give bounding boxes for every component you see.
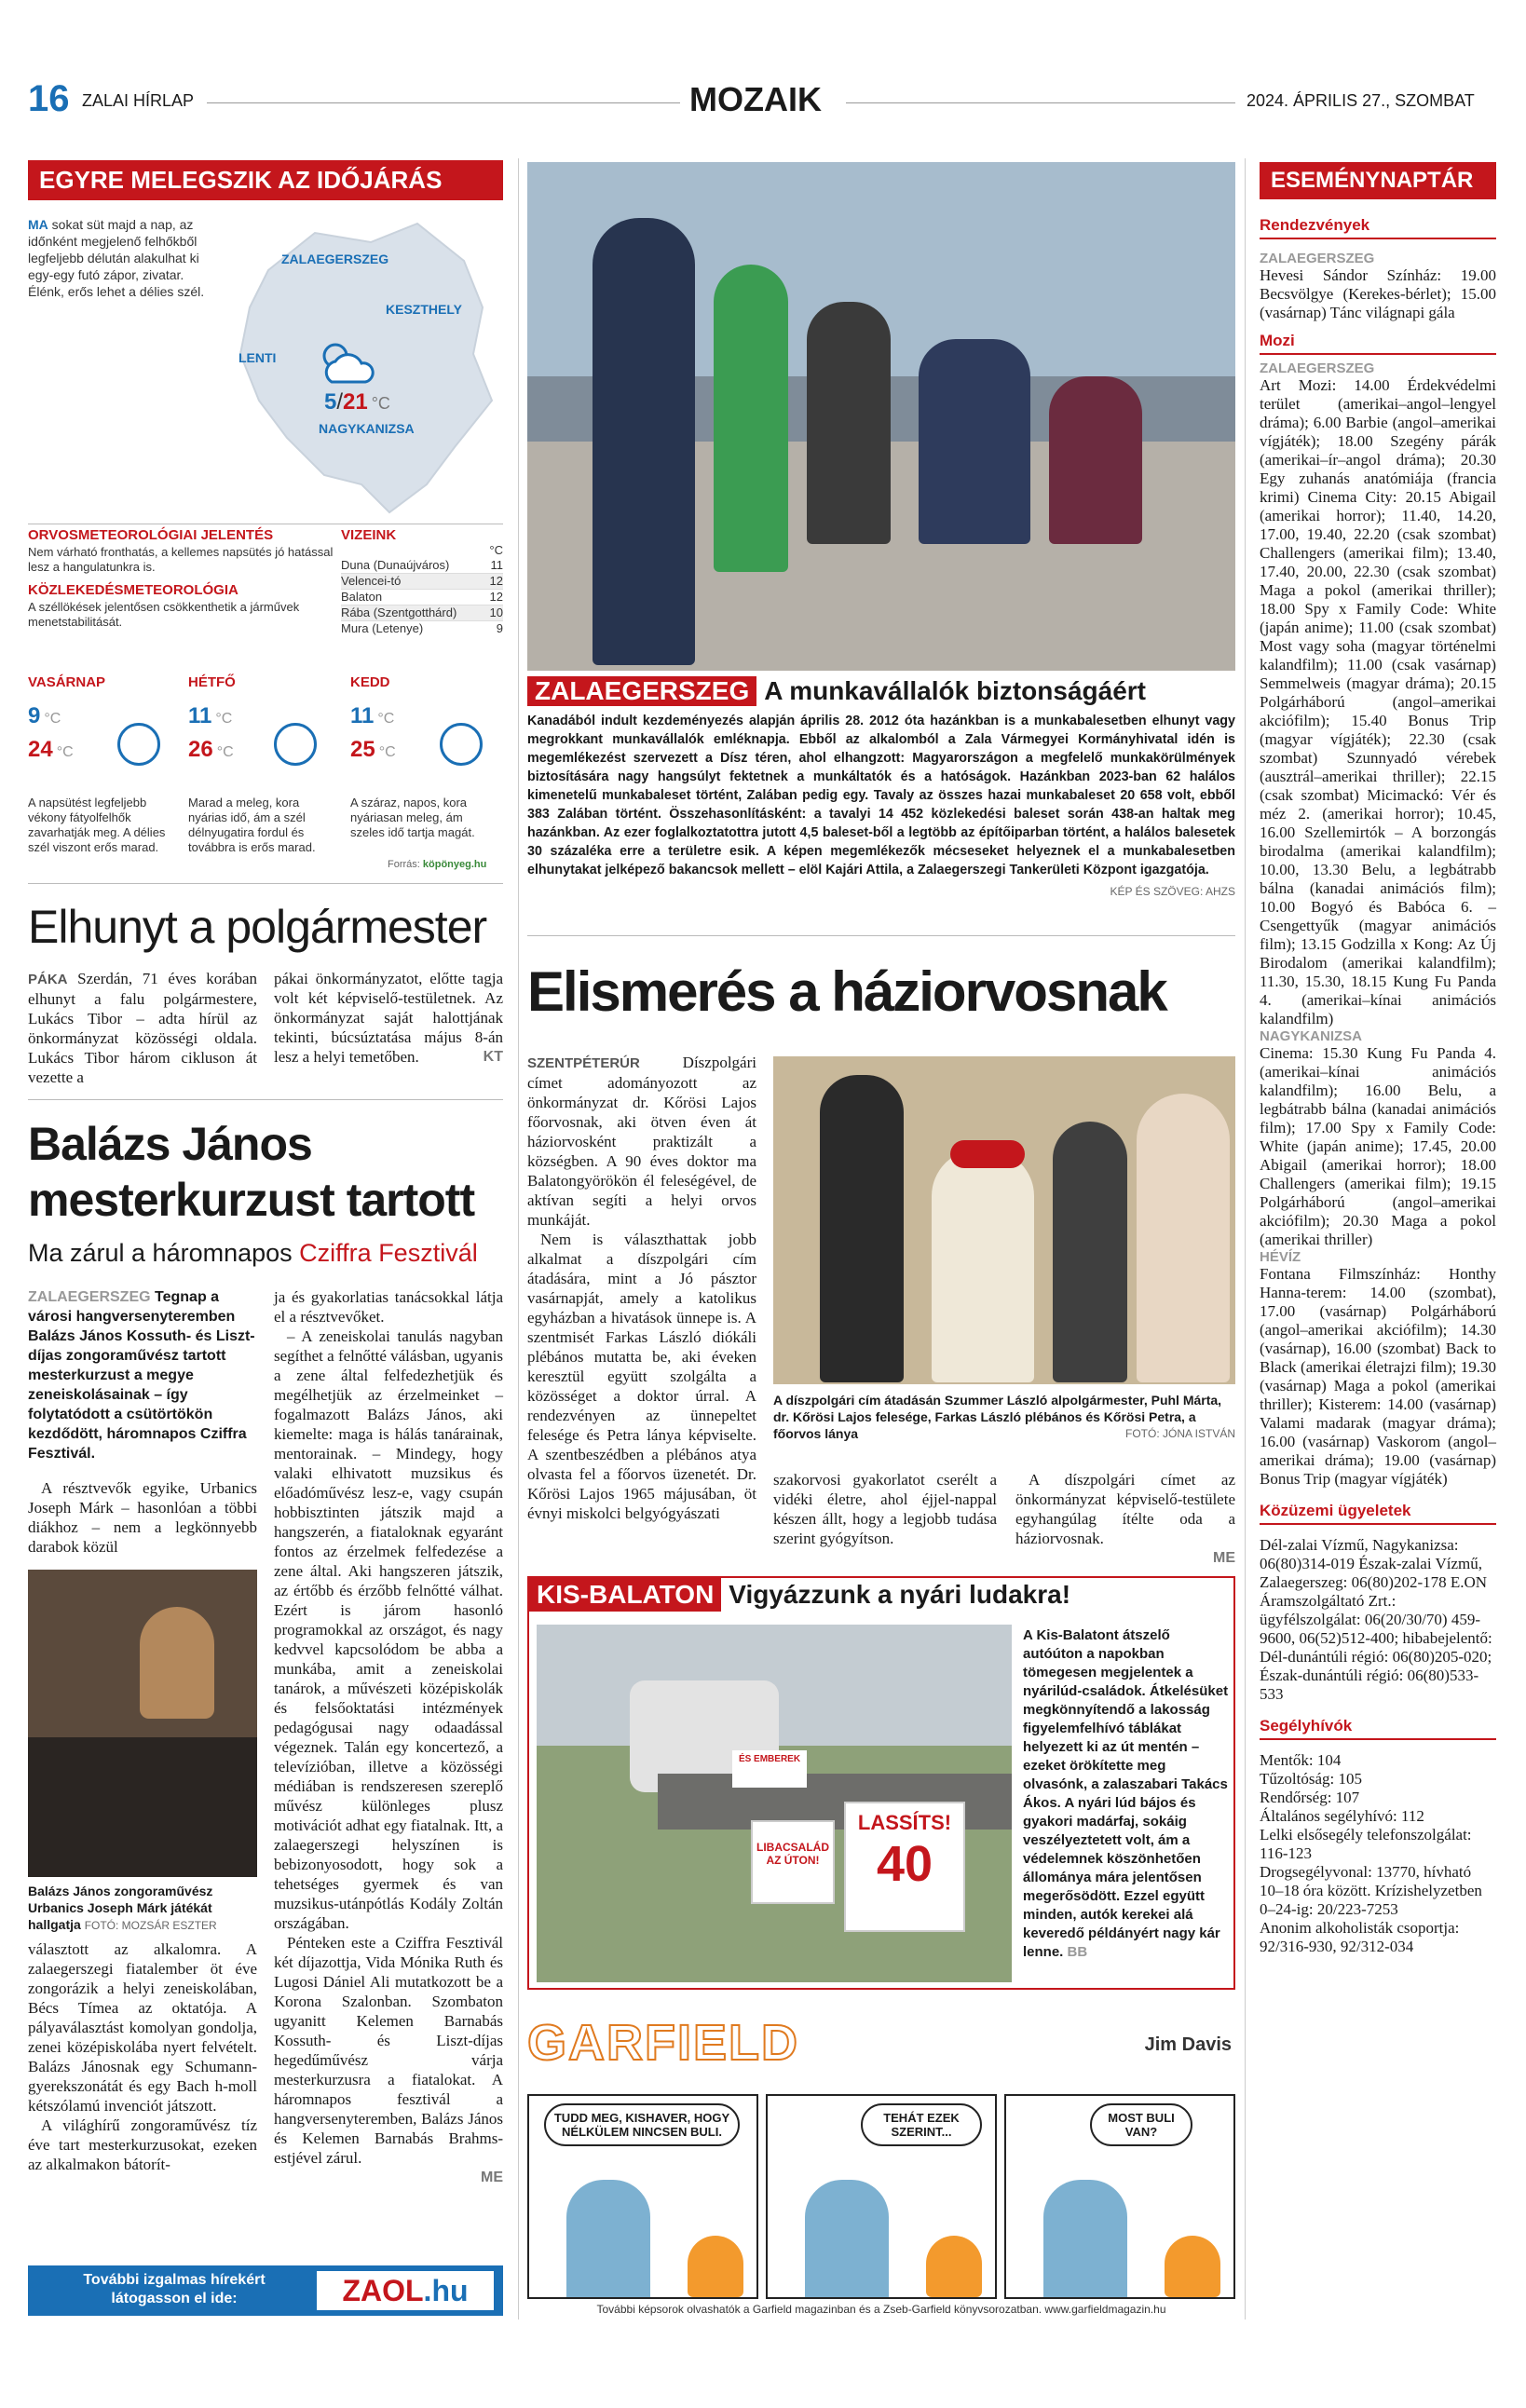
cloud-sun-icon	[315, 339, 375, 386]
forecast-day-monday	[188, 674, 347, 879]
masterclass-headline	[28, 1116, 474, 1228]
geese-title: Vigyázzunk a nyári ludakra!	[729, 1580, 1071, 1609]
garfield-title: GARFIELD	[527, 2015, 799, 2071]
doctor-p1: Nem is választhattak jobb alkalmat a díszpolgári cím átadására, mint a Jó pásztor vasárnapját, amely a katolikus egyházban a hivatások ünnepe is. A szentmisét Farkas László diókáli plébános mutatta be, aki éveken keresztül együtt szolgálta a közösséget a doktor úrral. A rendezvényen az ünnepeltet felesége és Petra lánya képviselte. A szentbeszédben a plébános atya olvasta fel a főorvos üzenetét. Dr. Kőrösi Lajos 1965 májusában, öt évnyi miskolci belgyógyászati	[527, 1231, 756, 1522]
map-temps: 5/21 °C	[324, 389, 390, 415]
events-r-text: Hevesi Sándor Színház: 19.00 Becsvölgye (Kerekes-bérlet); 15.00 (vasárnap) Tánc világnapi gála	[1260, 266, 1496, 321]
events-segely: Segélyhívók	[1260, 1717, 1496, 1740]
garfield-panel-1	[527, 2094, 758, 2299]
jon-shape	[805, 2180, 889, 2297]
speech-bubble-2: TEHÁT EZEK SZERINT...	[861, 2103, 982, 2146]
geese-box	[527, 1576, 1235, 1990]
sun-icon	[274, 723, 317, 766]
events-mozi: Mozi	[1260, 332, 1496, 355]
waters-unit: °C	[489, 543, 503, 557]
mayor-rule	[28, 1099, 503, 1100]
workers-headline	[527, 676, 1235, 706]
events-m-city3: HÉVÍZ	[1260, 1249, 1301, 1265]
day-name: VASÁRNAP	[28, 674, 106, 690]
emergency-line: Lelki elsősegély telefonszolgálat: 116-123	[1260, 1826, 1472, 1862]
forecast-day-tuesday	[350, 674, 503, 879]
garfield-footer: További képsorok olvashatók a Garfield magazinban és a Zseb-Garfield könyvsorozatban. www.garfieldmagazin.hu	[596, 2303, 1166, 2316]
water-temp: 10	[489, 605, 503, 619]
water-temp: 11	[490, 558, 503, 572]
city-nagykanizsa: NAGYKANIZSA	[319, 421, 415, 436]
water-row	[341, 605, 503, 621]
doctor-p2: szakorvosi gyakorlatot cserélt a vidéki életre, ahol éjjel-nappal készen állt, hogy a legjobb tudása szerint gyógyítson.	[773, 1471, 997, 1547]
column-divider-right	[1245, 158, 1246, 2320]
mayor-col2-text: pákai önkormányzatot, előtte tagja volt két képviselő-testületnek. Az önkormányzat saját halottjának tekinti, búcsúztatása május 8-án lesz a helyi temetőben.	[274, 970, 503, 1066]
events-m-city2: NAGYKANIZSA	[1260, 1028, 1363, 1044]
promo-line1: További izgalmas hírekért	[83, 2272, 266, 2288]
sign-es-emberek: ÉS EMBEREK	[732, 1750, 807, 1788]
speech-bubble-1: TUDD MEG, KISHAVER, HOGY NÉLKÜLEM NINCSEN BULI.	[544, 2103, 740, 2146]
sun-icon	[117, 723, 160, 766]
day-unit: °C	[378, 744, 396, 760]
events-kozuzemi: Közüzemi ügyeletek	[1260, 1502, 1496, 1525]
page-number	[28, 78, 70, 120]
man-shape	[593, 218, 695, 665]
jon-shape	[1043, 2180, 1127, 2297]
garfield-shape	[1165, 2236, 1220, 2297]
sign-libacsalad: LIBACSALÁD AZ ÚTON!	[751, 1820, 835, 1904]
mayor-col1	[28, 969, 257, 1087]
water-temp: 12	[489, 574, 503, 588]
traffic-text: A széllökések jelentősen csökkenthetik a járművek menetstabilitását.	[28, 600, 300, 629]
city-keszthely: KESZTHELY	[386, 302, 462, 317]
workers-text-body: Kanadából indult kezdeményezés alapján április 28. 2012 óta hazánkban is a munkabalesetben elhunyt vagy megrokkant munkavállalók emléknapja. Ebből az alkalomból a Zala Vármegyei Kormányhivatal idén is megemlékezést szervezett a Dísz téren, ahol elhangzott: Magyarországon a megfelelő munkakörülmények biztosítására nagy hangsúlyt fektetnek a munkáltatók és a hatóságok. Hazánkban 2023-ban 62 halálos kimenetelű munkabaleset történt, Zalában pedig egy. Tavaly az összes hazai munkabaleset 20 658 volt, ebből 383 Zalában történt. Összehasonlításként: a tavalyi 14 452 közlekedési baleset során 438-an haltak meg hazánkban. Az ezer foglalkoztatottra jutott 4,5 baleset-ből a legtöbb az építőiparban történt, a halálos balesetek 30 százaléka erre a területre esik. A képen megemlékezők mécseseket helyeznek el a munkabalesetben elhunytakat jelképező bakancsok mellett – elöl Kajári Attila, a Zalaegerszegi Tankerületi Központ igazgatója.	[527, 714, 1235, 877]
workers-rule	[527, 935, 1235, 936]
masterclass-col2	[274, 1287, 503, 2187]
masterclass-p1	[28, 1478, 257, 1557]
masterclass-c2p0: ja és gyakorlatias tanácsokkal látja el a résztvevőket.	[274, 1288, 503, 1326]
source-label: Forrás:	[388, 859, 420, 870]
column-divider-left	[518, 158, 519, 2320]
traffic-title: KÖZLEKEDÉSMETEOROLÓGIA	[28, 582, 238, 598]
events-r-city: ZALAEGERSZEG	[1260, 251, 1375, 266]
day-unit: °C	[44, 711, 61, 727]
masterclass-title-1: Balázs János	[28, 1118, 312, 1170]
doctor-photo	[773, 1056, 1235, 1384]
geese-text	[1023, 1626, 1230, 1962]
garfield-shape	[926, 2236, 982, 2297]
med-report	[28, 527, 335, 630]
masterclass-c2p2: Pénteken este a Cziffra Fesztivál két díjazottja, Vida Mónika Ruth és Lugosi Dániel Ali mutatkozott be a Korona Szalonban. Szombaton ugyanitt Kelemen Barnabás Kossuth- és Liszt-díjas hegedűművész várja mesterkurzusra a fiatalokat. A háromnapos fesztivál a hangversenyteremben, Balázs János és Kelemen Barnabás Brahms-estjével zárul.	[274, 1934, 503, 2167]
workers-article	[527, 676, 1235, 901]
person-shape	[140, 1607, 214, 1719]
issue-date: 2024. ÁPRILIS 27., SZOMBAT	[1247, 91, 1475, 110]
masterclass-p1-text: A résztvevők egyike, Urbanics Joseph Márk – hasonlóan a többi diákhoz – nem a legkönnyebb darabok közül	[28, 1479, 257, 1556]
water-name: Mura (Letenye)	[341, 621, 424, 635]
water-name: Rába (Szentgotthárd)	[341, 605, 457, 619]
water-row	[341, 590, 503, 605]
speech-bubble-3: MOST BULI VAN?	[1090, 2103, 1192, 2146]
header-rule-left	[207, 102, 680, 103]
events-m-text2: Cinema: 15.30 Kung Fu Panda 4. (amerikai–kínai animációs kalandfilm); 16.00 Belu, a legbátrabb bálna (kanadai animációs film); 17.00 Spy x Family Code: White (japán anime); 17.45, 20.00 Abigail (amerikai horror); 18.00 Challengers (amerikai film); 19.15 Polgárháború (angol–amerikai akciófilm); 20.30 Maga a pokol (amerikai thriller)	[1260, 1044, 1496, 1248]
day-temp-hi: 25	[350, 737, 375, 762]
map-temp-hi: 21	[343, 389, 368, 415]
zaol-promo[interactable]	[28, 2265, 503, 2316]
doctor-col3	[1015, 1470, 1235, 1568]
weather-intro-text: sokat süt majd a nap, az időnként megjelenő felhőkből legfeljebb délután alakulhat ki egy-egy futó zápor, zivatar. Élénk, erős lehet a délies szél.	[28, 217, 205, 299]
masterclass-sign: ME	[481, 2170, 503, 2185]
emergency-line: Drogsegélyvonal: 13770, hívható 10–18 óra között. Krízishelyzetben 0–24-ig: 20/223-7253	[1260, 1863, 1482, 1918]
garfield-shape	[688, 2236, 743, 2297]
zaol-site: ZAOL	[342, 2274, 424, 2307]
masterclass-p1b-text: választott az alkalomra. A zalaegerszegi fiatalember öt éve zongorázik a helyi zeneiskolában, Bécs Tímea az oktatója. A pályaválasztást komolyan gondolja, zenei középiskolába nyert felvételt. Balázs Jánosnak egy Schumann-gyerekszonátát és egy Bach h-moll kétszólamú invenciót játszott.	[28, 1940, 257, 2115]
promo-text	[39, 2271, 309, 2308]
red-hat-shape	[950, 1140, 1025, 1168]
day-unit: °C	[56, 744, 74, 760]
day-unit: °C	[216, 744, 234, 760]
geese-sign: BB	[1067, 1944, 1088, 1960]
section-title: MOZAIK	[689, 80, 822, 118]
doctor-credit: FOTÓ: JÓNA ISTVÁN	[1124, 1427, 1235, 1440]
day-unit: °C	[215, 711, 233, 727]
weather-intro	[28, 216, 205, 300]
city-lenti: LENTI	[238, 350, 277, 365]
masterclass-p1b	[28, 1939, 257, 2174]
piano-shape	[28, 1737, 257, 1877]
masterclass-kw: ZALAEGERSZEG	[28, 1289, 151, 1305]
sign-lassits	[844, 1802, 965, 1932]
day-temp-hi: 24	[28, 737, 53, 762]
doctor-sign: ME	[1213, 1550, 1235, 1566]
masterclass-c2p1: – A zeneiskolai tanulás nagyban segíthet a felnőtté válásban, ugyanis a zene által felfedezhetjük és megélhetjük az érzelmeinket – fogalmazott Balázs János, aki kiemelte: maga is hálás tanárainak, mentorainak. – Mindegy, hogy valaki elhivatott muzsikus és előadóművész lesz-e, vagy csupán hobbisztinten játszik majd a hangszerén, a fiataloknak egyaránt fontos az érzelmek felfedezése a zene által. Aki hangszeren játszik, az értőbb és érzőbb felnőtté válhat. Ezért is járom hasonló programokkal az országot, és nagy kedvvel kapcsolódom be abba a munkába, amit a zeneiskolai tanárok, a művészeti középiskolák és felsőoktatási intézmények pedagógusai nagy odaadással végeznek. Talán egy koncertező, a televízióban, illetve a közösségi médiában is rendszeresen szereplő művész különleges plusz motivációt adhat egy fiatalnak. Itt, a zalaegerszegi helyszínen is bebizonyosodott, hogy sok a tehetséges gyermek és van muzsikus-utánpótlás Kodály Zoltán országában.	[274, 1327, 503, 1932]
events-m-text1: Art Mozi: 14.00 Érdekvédelmi terület (amerikai–angol–lengyel dráma); 6.00 Barbie (angol–amerikai vígjáték); 18.00 Szegény párák (amerikai–ír–angol dráma); 20.30 Egy zuhanás anatómiája (francia krimi) Cinema City: 20.15 Abigail (amerikai horror); 11.40, 14.20, 17.00, 19.40, 22.20 (csak szombat) Challengers (amerikai film); 13.40, 17.40, 20.00, 22.30 (csak szombat) Maga a pokol (amerikai thriller); 18.00 Spy x Family Code: White (japán anime); 11.00 (csak szombat) Most vagy soha (magyar történelmi kalandfilm); 11.00 (csak vasárnap) Semmelweis (magyar dráma); 20.15 Polgárháború (angol–amerikai akciófilm); 15.40 Bonus Trip (magyar vígjáték); 22.30 (csak szombat) Szunnyadó vérebek (ausztrál–amerikai thriller); 22.15 (csak szombat) Micimackó: Vér és méz 2. (amerikai horror); 10.45, 16.00 Szellemirtók – A borzongás birodalma (amerikai kalandfilm); 10.00, 13.30 Belu, a legbátrabb bálna (kanadai animációs film); 10.00 Bogyó és Babóca 6. – Csengettyűk (magyar animációs film); 13.15 Godzilla x Kong: Az Új Birodalom (amerikai kalandfilm); 11.30, 15.30, 18.15 Kung Fu Panda 4. (amerikai–kínai animációs kalandfilm)	[1260, 376, 1496, 1027]
zaol-tld: .hu	[423, 2274, 469, 2307]
day-name: HÉTFŐ	[188, 674, 236, 690]
day-unit: °C	[377, 711, 395, 727]
masterclass-p2-text: A világhírű zongoraművész tíz éve tart mesterkurzusokat, ezeken az alkalmakon bátorít-	[28, 2116, 257, 2173]
water-temp: 9	[496, 621, 503, 635]
day-text: Marad a meleg, kora nyárias idő, ám a szél délnyugatira fordul és továbbra is erős marad.	[188, 796, 316, 854]
geese-headline	[529, 1578, 1070, 1612]
events-calendar	[1260, 162, 1496, 1956]
doctor-caption	[773, 1392, 1235, 1442]
woman-shape	[714, 265, 788, 572]
weather-source	[388, 857, 486, 872]
source-logo: köpönyeg.hu	[422, 859, 487, 870]
water-row	[341, 574, 503, 590]
water-row	[341, 621, 503, 636]
geese-photo	[537, 1625, 1012, 1982]
events-m-city1: ZALAEGERSZEG	[1260, 361, 1375, 376]
person-shape	[919, 339, 1030, 544]
mayor-col1-text: Szerdán, 71 éves korában elhunyt a falu polgármestere, Lukács Tibor – adta hírül az önkormányzat közösségi oldala. Lukács Tibor három cikluson át vezette a	[28, 970, 258, 1086]
forecast-day-sunday	[28, 674, 186, 879]
subtitle-pre: Ma zárul a háromnapos	[28, 1239, 293, 1267]
mayor-kw: PÁKA	[28, 972, 68, 987]
workers-text	[527, 712, 1235, 898]
man-shape	[820, 1075, 904, 1382]
masterclass-subtitle	[28, 1239, 478, 1268]
med-title: ORVOSMETEOROLÓGIAI JELENTÉS	[28, 527, 274, 543]
doctor-col2	[773, 1470, 997, 1548]
emergency-line: Általános segélyhívó: 112	[1260, 1807, 1424, 1825]
events-k-text: Dél-zalai Vízmű, Nagykanizsa: 06(80)314-019 Észak-zalai Vízmű, Zalaegerszeg: 06(80)202-178 E.ON Áramszolgáltató Zrt.: ügyfélszolgálat: 06(20/30/70) 459-9600, 06(52)512-400; hibabejelentő: Dél-dunántúli régió: 06(80)205-020; Észak-dunántúli régió: 06(80)533-533	[1260, 1536, 1492, 1703]
map-temp-unit: °C	[371, 394, 390, 413]
garfield-panel-3	[1004, 2094, 1235, 2299]
sign-lassits-text: LASSÍTS!	[857, 1811, 952, 1834]
priest-shape	[1053, 1122, 1127, 1382]
workers-title: A munkavállalók biztonságáért	[764, 676, 1146, 705]
sign-speed: 40	[876, 1836, 933, 1892]
zaol-logo[interactable]	[317, 2271, 494, 2310]
mayor-headline: Elhunyt a polgármester	[28, 901, 487, 953]
events-title: ESEMÉNYNAPTÁR	[1260, 162, 1496, 199]
emergency-line: Rendőrség: 107	[1260, 1789, 1360, 1806]
doctor-p3: A díszpolgári címet az önkormányzat képviselő-testülete egyhangúlag ítélte oda a háziorvosnak.	[1015, 1471, 1235, 1547]
piano-credit: FOTÓ: MOZSÁR ESZTER	[84, 1919, 217, 1932]
emergency-line: Mentők: 104	[1260, 1751, 1342, 1769]
sun-icon	[440, 723, 483, 766]
doctor-col1	[527, 1053, 756, 1523]
garfield-panel-2	[766, 2094, 997, 2299]
piano-caption-text: Balázs János zongoraművész Urbanics Joseph Márk játékát hallgatja	[28, 1884, 213, 1932]
weather-title: EGYRE MELEGSZIK AZ IDŐJÁRÁS	[28, 160, 503, 200]
day-temp-lo: 11	[350, 703, 375, 728]
mayor-col2	[274, 969, 503, 1067]
jon-shape	[566, 2180, 650, 2297]
weather-map	[203, 205, 503, 522]
day-text: A száraz, napos, kora nyáriasan meleg, ám szeles idő tartja magát.	[350, 796, 475, 839]
events-s-list	[1260, 1751, 1496, 1956]
header-rule-right	[846, 102, 1235, 103]
elderly-woman-shape	[932, 1150, 1034, 1382]
city-zalaegerszeg: ZALAEGERSZEG	[281, 252, 389, 266]
day-text: A napsütést legfeljebb vékony fátyolfelhők zavarhatják meg. A délies szél viszont erős marad.	[28, 796, 166, 854]
person-shape	[1049, 376, 1142, 544]
garfield-strip	[527, 2014, 1235, 2321]
geese-text-body: A Kis-Balatont átszelő autóúton a napokban tömegesen megjelentek a nyárilúd-családok. Átkelésüket megkönnyítendő a lakosság figyelemfelhívó táblákat helyezett ki az út mentén – ezeket örökítette meg olvasónk, a zalaszabari Takács Ákos. A nyári lúd bájos és gyakori madárfaj, sokáig veszélyeztetett volt, ám a védelemnek köszönhetően állománya mára jelentősen megerősödött. Ezzel együtt minden, autók kerekei alá keveredő példányért nagy kár lenne.	[1023, 1627, 1229, 1960]
mayor-sign: KT	[483, 1049, 503, 1065]
garfield-author: Jim Davis	[1144, 2034, 1232, 2055]
waters-title: VIZEINK	[341, 527, 397, 543]
events-m-text3: Fontana Filmszínház: Honthy Hanna-terem: 14.00 (szombat), 17.00 (vasárnap) Polgárháború (angol–amerikai akciófilm); 14.30 (vasárnap), 16.00 (szombat) Back to Black (amerikai életrajzi film); 19.30 (vasárnap) Maga a pokol (amerikai thriller); Kisterem: 14.00 (vasárnap) Valami madarak (magyar dráma); 16.00 (vasárnap) Vaskorom (angol–amerikai dráma); 19.00 (vasárnap) Bonus Trip (magyar vígjáték)	[1260, 1265, 1496, 1488]
day-temp-lo: 9	[28, 703, 41, 728]
paper-name: ZALAI HÍRLAP	[82, 91, 195, 110]
weather-intro-kw: MA	[28, 217, 48, 232]
water-name: Duna (Dunaújváros)	[341, 558, 450, 572]
water-temp: 12	[489, 590, 503, 604]
masterclass-lead	[28, 1287, 257, 1463]
person-shape	[807, 302, 891, 544]
masterclass-col1	[28, 1287, 257, 2174]
promo-line2: látogasson el ide:	[111, 2291, 238, 2306]
workers-credit: KÉP ÉS SZÖVEG: AHZS	[1110, 885, 1235, 898]
day-temp-lo: 11	[188, 703, 212, 728]
doctor-kw: SZENTPÉTERÚR	[527, 1055, 640, 1071]
water-name: Balaton	[341, 590, 383, 604]
woman-shape	[1137, 1094, 1230, 1382]
masterclass-title-2: mesterkurzust tartott	[28, 1174, 475, 1226]
workers-photo	[527, 162, 1235, 671]
doctor-caption-text: A díszpolgári cím átadásán Szummer László alpolgármester, Puhl Márta, dr. Kőrösi Lajos felesége, Farkas László plébános és Kőrösi Petra, a főorvos lánya	[773, 1393, 1222, 1441]
emergency-line: Anonim alkoholisták csoportja: 92/316-930, 92/312-034	[1260, 1919, 1460, 1955]
water-name: Velencei-tó	[341, 574, 402, 588]
water-row	[341, 558, 503, 574]
page-number-text: 16	[28, 78, 70, 119]
geese-kw: KIS-BALATON	[529, 1578, 721, 1612]
weather-bottom-rule	[28, 883, 503, 884]
waters-table	[341, 527, 503, 636]
piano-photo	[28, 1570, 257, 1877]
workers-kw: ZALAEGERSZEG	[527, 676, 756, 706]
day-temp-hi: 26	[188, 737, 213, 762]
doctor-headline: Elismerés a háziorvosnak	[527, 960, 1166, 1023]
piano-caption	[28, 1883, 257, 1934]
doctor-p0: Díszpolgári címet adományozott az önkormányzat dr. Kőrösi Lajos főorvosnak, aki ötven éven át háziorvosként praktizált a községben. A 90 éves doktor ma Balatongyörökön él feleségével, de aktívan segíti a helyi orvos munkáját.	[527, 1054, 756, 1229]
events-rendezvenyek: Rendezvények	[1260, 216, 1496, 239]
day-name: KEDD	[350, 674, 390, 690]
emergency-line: Tűzoltóság: 105	[1260, 1770, 1363, 1788]
map-temp-lo: 5	[324, 389, 337, 415]
masterclass-lead-text: Tegnap a városi hangversenyteremben Balázs János Kossuth- és Liszt-díjas zongoraművész tartott mesterkurzust a megye zeneiskolásainak – így folytatódott a csütörtökön kezdődött, háromnapos Cziffra Fesztivál.	[28, 1289, 255, 1462]
med-text: Nem várható fronthatás, a kellemes napsütés jó hatással lesz a hangulatunkra is.	[28, 545, 334, 574]
subtitle-red: Cziffra Fesztivál	[299, 1239, 478, 1267]
